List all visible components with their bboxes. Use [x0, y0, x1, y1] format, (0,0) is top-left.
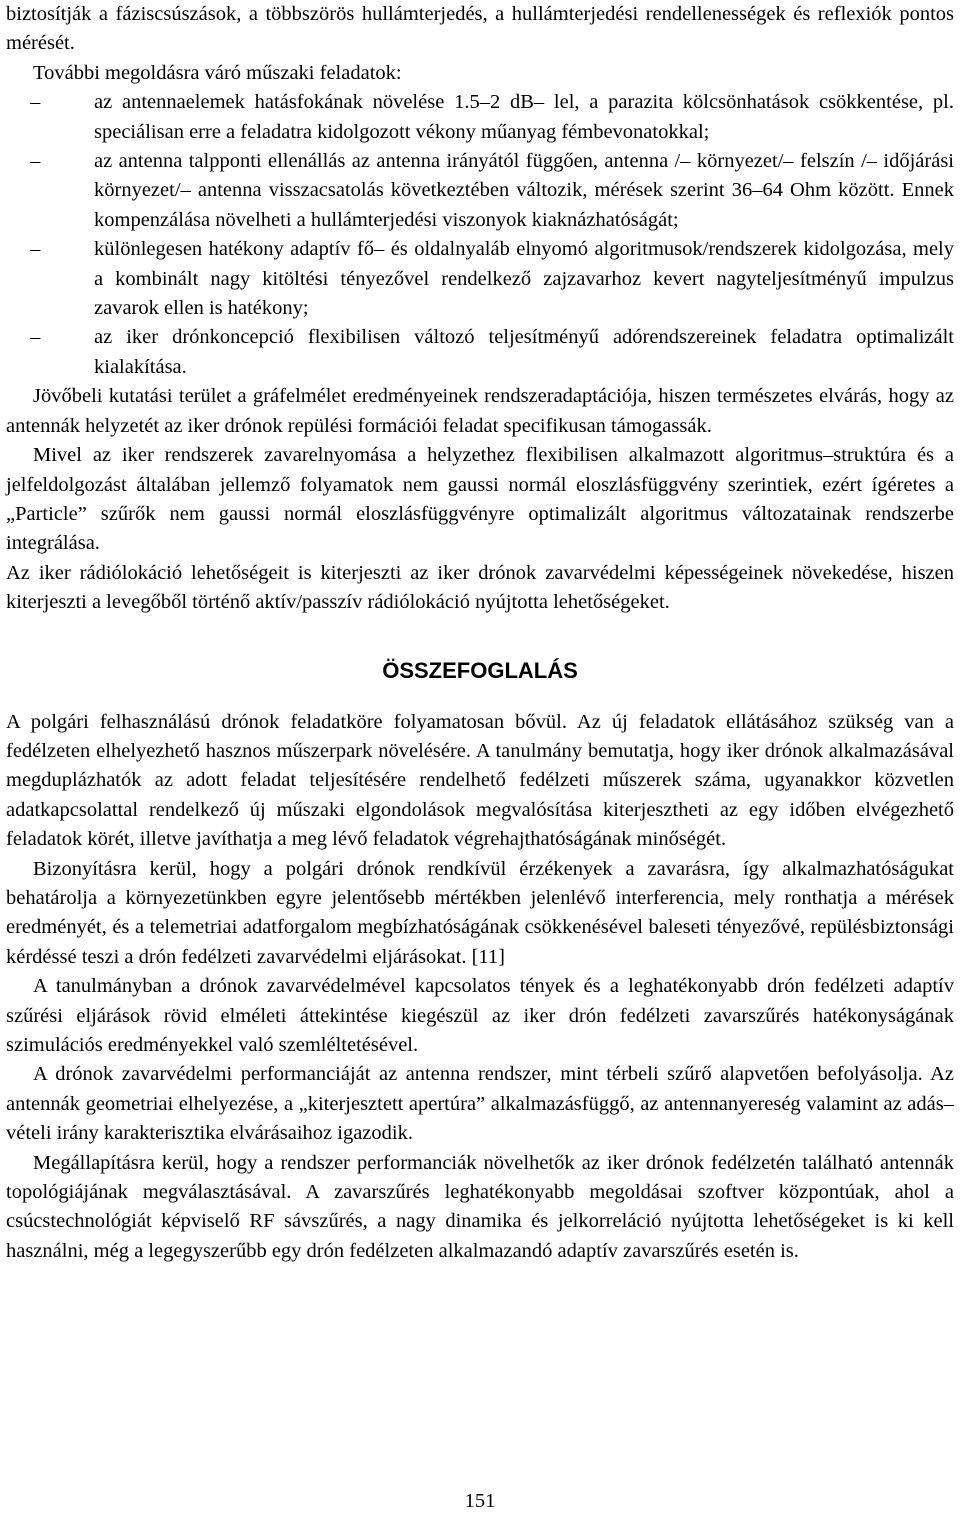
tasks-intro: További megoldásra váró műszaki feladatok:	[33, 61, 402, 84]
dash-bullet: –	[30, 326, 41, 349]
list-item	[6, 147, 954, 235]
intro-paragraph: biztosítják a fáziscsúszások, a többszörös hullámterjedés, a hullámterjedési rendellenességek és reflexiók pontos mérését.	[6, 3, 954, 55]
page-number: 151	[464, 1490, 496, 1512]
summary-paragraph-3: A tanulmányban a drónok zavarvédelmével kapcsolatos tények és a leghatékonyabb drón fedélzeti adaptív szűrési eljárások rövid elméleti áttekintése kiegészül az iker drón fedélzeti zavarszűrés hatékonyságának szimulációs eredményekkel való szemléltetésével.	[6, 975, 954, 1056]
list-item	[6, 323, 954, 382]
list-item-text: különlegesen hatékony adaptív fő– és oldalnyaláb elnyomó algoritmusok/rendszerek kidolgozása, mely a kombinált nagy kitöltési tényezővel rendelkező zajzavarhoz kevert nagyteljesítményű impulzus zavarok ellen is hatékony;	[94, 238, 954, 320]
list-item-text: az antennaelemek hatásfokának növelése 1.5–2 dB– lel, a parazita kölcsönhatások csökkentése, pl. speciálisan erre a feladatra kidolgozott vékony műanyag fémbevonatokkal;	[94, 91, 954, 143]
summary-paragraph-4: A drónok zavarvédelmi performanciáját az antenna rendszer, mint térbeli szűrő alapvetően befolyásolja. Az antennák geometriai elhelyezése, a „kiterjesztett apertúra” alkalmazásfüggő, az antennanyereség valamint az adás–vételi irány karakterisztika elvárásaihoz igazodik.	[6, 1063, 954, 1145]
twin-systems-paragraph: Mivel az iker rendszerek zavarelnyomása a helyzethez flexibilisen alkalmazott algoritmus–struktúra és a jelfeldolgozást általában jellemző folyamatok nem gaussi normál eloszlásfüggvény szerintiek, ezért ígéretes a „Particle” szűrők nem gaussi normál eloszlásfüggvényre optimalizált algoritmus változatainak rendszerbe integrálása.	[6, 444, 954, 555]
radiolocation-paragraph: Az iker rádiólokáció lehetőségeit is kiterjeszti az iker drónok zavarvédelmi képességeinek növekedése, hiszen kiterjeszti a levegőből történő aktív/passzív rádiólokáció nyújtotta lehetőségeket.	[6, 561, 954, 614]
list-item-text: az iker drónkoncepció flexibilisen változó teljesítményű adórendszereinek feladatra optimalizált kialakítása.	[94, 326, 954, 378]
dash-bullet: –	[30, 150, 41, 173]
list-item	[6, 235, 954, 323]
dash-bullet: –	[30, 91, 41, 114]
summary-paragraph-1: A polgári felhasználású drónok feladatköre folyamatosan bővül. Az új feladatok ellátásához szükség van a fedélzeten elhelyezhető hasznos műszerpark növelésére. A tanulmány bemutatja, hogy iker drónok alkalmazásával megduplázhatók az adott feladat teljesítésére rendelhető fedélzeti műszerek száma, ugyanakkor közvetlen adatkapcsolattal rendelkező új műszaki elgondolások megvalósítása kiterjesztheti az egy időben elvégezhető feladatok körét, illetve javíthatja a meg lévő feladatok végrehajthatóságának minőségét.	[6, 710, 954, 851]
summary-paragraph-2: Bizonyításra kerül, hogy a polgári drónok rendkívül érzékenyek a zavarásra, így alkalmazhatóságukat behatárolja a környezetünkben egyre jelentősebb mértékben jelenlévő interferencia, mely ronthatja a mérések eredményét, és a telemetriai adatforgalom megbízhatóságának csökkenésével baleseti tényezővé, repülésbiztonsági kérdéssé teszi a drón fedélzeti zavarvédelmi eljárásokat. [11]	[6, 857, 954, 968]
body-text	[6, 0, 954, 1266]
summary-paragraph-5: Megállapításra kerül, hogy a rendszer performanciák növelhetők az iker drónok fedélzetén található antennák topológiájának megválasztásával. A zavarszűrés leghatékonyabb megoldásai szoftver központúak, ahol a csúcstechnológiát képviselő RF sávszűrés, a nagy dinamika és jelkorreláció nyújtotta lehetőségeket is ki kell használni, még a legegyszerűbb egy drón fedélzeten alkalmazandó adaptív zavarszűrés esetén is.	[6, 1151, 954, 1262]
dash-bullet: –	[30, 238, 41, 261]
summary-heading: ÖSSZEFOGLALÁS	[382, 657, 578, 683]
list-item-text: az antenna talpponti ellenállás az antenna irányától függően, antenna /– környezet/– felszín /– időjárási környezet/– antenna visszacsatolás következtében változik, mérések szerint 36–64 Ohm között. Ennek kompenzálása növelheti a hullámterjedési viszonyok kiaknázhatóságát;	[94, 150, 954, 231]
future-research-paragraph: Jövőbeli kutatási terület a gráfelmélet eredményeinek rendszeradaptációja, hiszen természetes elvárás, hogy az antennák helyzetét az iker drónok repülési formációi feladat specifikusan támogassák.	[6, 385, 954, 437]
task-list	[6, 88, 954, 382]
list-item	[6, 88, 954, 147]
